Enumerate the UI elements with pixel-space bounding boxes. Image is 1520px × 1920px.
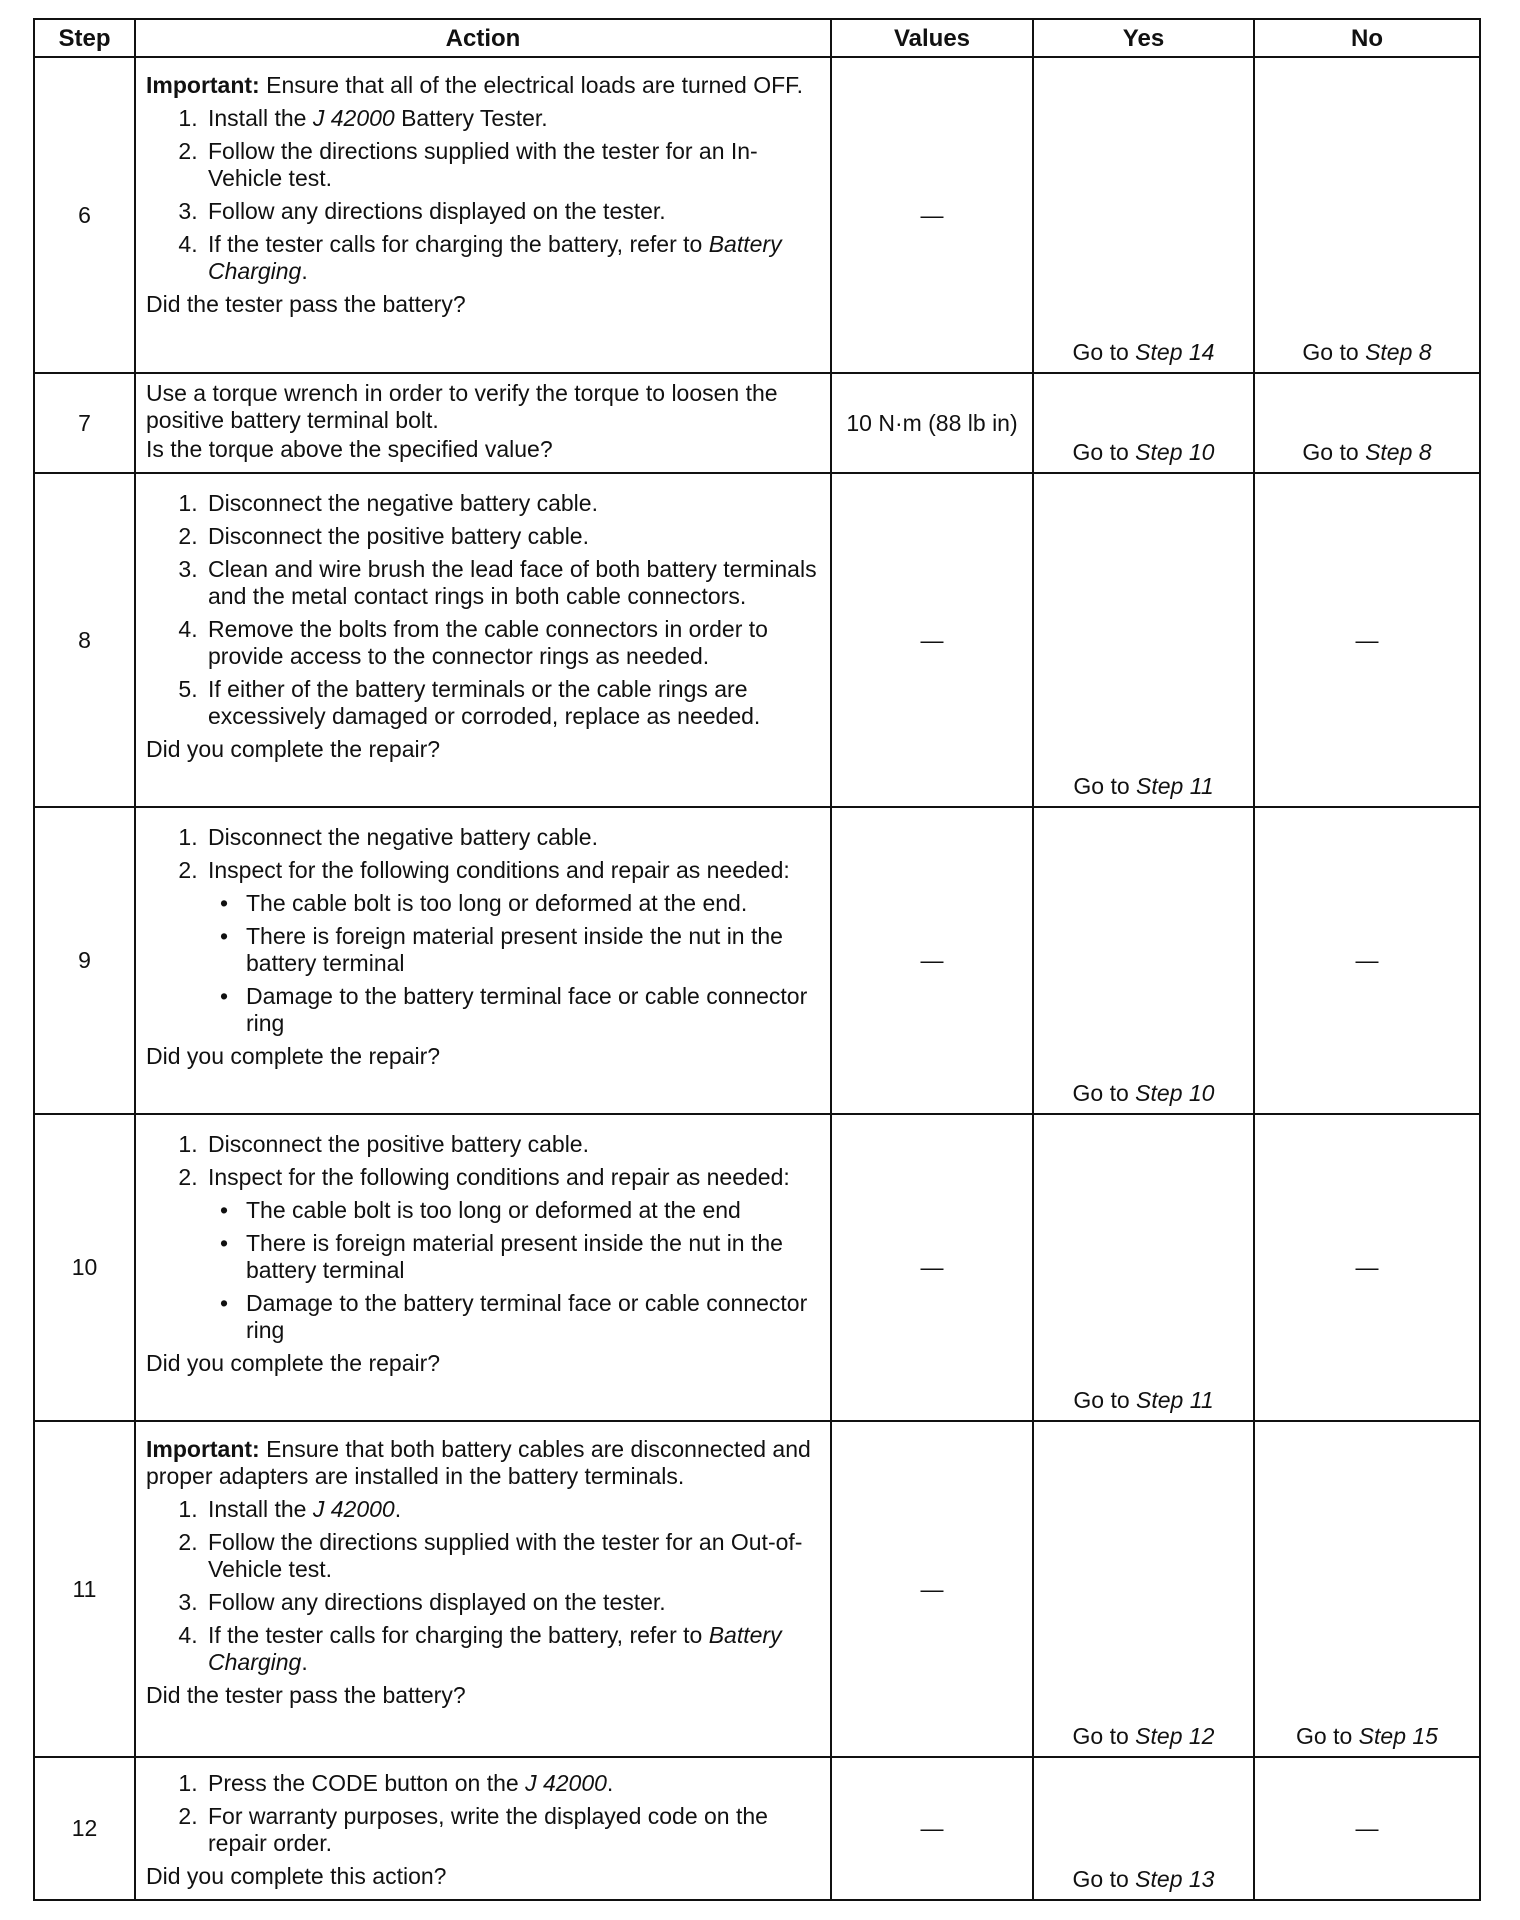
list-item [204,1589,822,1616]
item-text: Disconnect the positive battery cable. [208,523,589,549]
bullet-item [220,1290,822,1344]
action-cell [135,473,831,807]
bullet-item [220,1230,822,1284]
go-to-text: Go to [1072,1723,1129,1749]
action-cell [135,1114,831,1421]
item-text: . [606,1770,614,1796]
important-label: Important: [146,1436,260,1462]
action-cell [135,57,831,373]
list-item [204,1131,822,1158]
yes-cell [1033,373,1254,473]
procedure-list [146,490,822,730]
table-row-step-9 [34,807,1480,1114]
values-cell: 10 N·m (88 lb in) [831,373,1033,473]
yes-cell [1033,1421,1254,1757]
item-text: Disconnect the negative battery cable. [208,824,598,850]
procedure-list [146,1496,822,1676]
step-number: 11 [34,1421,135,1757]
bullet-icon: • [220,1230,229,1256]
no-cell: — [1254,807,1480,1114]
no-cell: — [1254,1757,1480,1900]
step-number: 9 [34,807,135,1114]
list-item [204,1529,822,1583]
action-cell [135,373,831,473]
values-cell: — [831,1114,1033,1421]
list-item [204,1622,822,1676]
bullet-text: Damage to the battery terminal face or cable connector ring [246,1290,808,1343]
table-row-step-8 [34,473,1480,807]
item-text: Press the CODE button on the [208,1770,526,1796]
procedure-list [146,824,822,1037]
list-item [204,824,822,851]
question-text: Did you complete the repair? [146,1350,441,1376]
action-cell [135,1757,831,1900]
go-to-text: Go to [1072,339,1129,365]
no-step-link[interactable]: Step 8 [1365,339,1432,365]
bullet-text: The cable bolt is too long or deformed at the end [246,1197,741,1223]
item-text: Clean and wire brush the lead face of both battery terminals and the metal contact rings in both cable connectors. [208,556,817,609]
item-text: Battery Tester. [394,105,548,131]
bullet-item [220,983,822,1037]
step-number: 10 [34,1114,135,1421]
list-item [204,1803,822,1857]
no-step-link[interactable]: Step 8 [1365,439,1432,465]
bullet-icon: • [220,923,229,949]
step-number: 7 [34,373,135,473]
item-text: Disconnect the positive battery cable. [208,1131,589,1157]
question-text: Did the tester pass the battery? [146,291,466,317]
item-text: Follow any directions displayed on the tester. [208,1589,666,1615]
header-row [34,19,1480,57]
bullet-item [220,1197,822,1224]
list-item [204,1770,822,1797]
list-item [204,105,822,132]
header-yes: Yes [1033,19,1254,57]
step-number: 6 [34,57,135,373]
bullet-text: There is foreign material present inside the nut in the battery terminal [246,1230,783,1283]
values-cell: — [831,57,1033,373]
yes-step-link[interactable]: Step 11 [1136,1387,1214,1413]
important-note [146,72,822,99]
table-row-step-10 [34,1114,1480,1421]
item-text: Install the [208,1496,313,1522]
important-label: Important: [146,72,260,98]
item-text: Follow the directions supplied with the tester for an In-Vehicle test. [208,138,758,191]
question-text: Did the tester pass the battery? [146,1682,466,1708]
values-cell: — [831,1421,1033,1757]
question-text: Did you complete this action? [146,1863,447,1889]
condition-list [208,1197,822,1344]
go-to-text: Go to [1302,439,1359,465]
yes-step-link[interactable]: Step 13 [1135,1866,1215,1892]
item-text: Follow any directions displayed on the tester. [208,198,666,224]
question-text: Did you complete the repair? [146,1043,441,1069]
bullet-icon: • [220,1197,229,1223]
step-number: 12 [34,1757,135,1900]
go-to-text: Go to [1072,1080,1129,1106]
bullet-icon: • [220,890,229,916]
list-item [204,1496,822,1523]
table-row-step-12 [34,1757,1480,1900]
procedure-list [146,1770,822,1857]
item-text: Follow the directions supplied with the tester for an Out-of-Vehicle test. [208,1529,803,1582]
yes-cell [1033,807,1254,1114]
list-item [204,556,822,610]
list-item [204,490,822,517]
item-text: Inspect for the following conditions and repair as needed: [208,857,790,883]
no-cell [1254,57,1480,373]
item-text: Inspect for the following conditions and repair as needed: [208,1164,790,1190]
list-item [204,523,822,550]
yes-cell [1033,57,1254,373]
bullet-icon: • [220,983,229,1009]
yes-cell [1033,473,1254,807]
list-item [204,676,822,730]
yes-cell [1033,1757,1254,1900]
bullet-text: The cable bolt is too long or deformed at the end. [246,890,748,916]
important-note [146,1436,822,1490]
tool-reference: J 42000 [525,1770,607,1796]
yes-step-link[interactable]: Step 14 [1135,339,1215,365]
yes-cell [1033,1114,1254,1421]
list-item [204,1164,822,1344]
table-row-step-7 [34,373,1480,473]
list-item [204,198,822,225]
diagnostic-table [33,18,1481,1901]
list-item [204,616,822,670]
bullet-text: Damage to the battery terminal face or cable connector ring [246,983,808,1036]
item-text: . [394,1496,402,1522]
yes-step-link[interactable]: Step 12 [1135,1723,1215,1749]
item-text: If the tester calls for charging the battery, refer to [208,1622,709,1648]
go-to-text: Go to [1296,1723,1353,1749]
no-cell: — [1254,473,1480,807]
item-text: Install the [208,105,313,131]
item-text: If either of the battery terminals or the cable rings are excessively damaged or corroded, replace as needed. [208,676,761,729]
procedure-list [146,105,822,285]
procedure-reference: Battery Charging [208,231,782,284]
go-to-text: Go to [1302,339,1359,365]
no-step-link[interactable]: Step 15 [1358,1723,1438,1749]
values-cell: — [831,473,1033,807]
go-to-text: Go to [1072,1866,1129,1892]
condition-list [208,890,822,1037]
go-to-text: Go to [1072,439,1129,465]
bullet-text: There is foreign material present inside the nut in the battery terminal [246,923,783,976]
values-cell: — [831,1757,1033,1900]
list-item [204,857,822,1037]
procedure-list [146,1131,822,1344]
go-to-text: Go to [1073,1387,1130,1413]
important-text: Ensure that all of the electrical loads are turned OFF. [266,72,804,98]
bullet-icon: • [220,1290,229,1316]
table-row-step-6 [34,57,1480,373]
action-text: Use a torque wrench in order to verify the torque to loosen the positive battery terminal bolt. [146,380,778,433]
item-text: . [301,1649,308,1675]
procedure-reference: Battery Charging [208,1622,782,1675]
go-to-text: Go to [1073,773,1130,799]
important-text: Ensure that both battery cables are disconnected and proper adapters are installed in the battery terminals. [146,1436,811,1489]
item-text: . [301,258,308,284]
no-cell [1254,1421,1480,1757]
header-no: No [1254,19,1480,57]
header-values: Values [831,19,1033,57]
header-action: Action [135,19,831,57]
question-text: Is the torque above the specified value? [146,436,553,462]
yes-step-link[interactable]: Step 11 [1136,773,1214,799]
bullet-item [220,923,822,977]
yes-step-link[interactable]: Step 10 [1135,1080,1215,1106]
values-cell: — [831,807,1033,1114]
question-text: Did you complete the repair? [146,736,441,762]
item-text: Disconnect the negative battery cable. [208,490,598,516]
header-step: Step [34,19,135,57]
item-text: Remove the bolts from the cable connectors in order to provide access to the connector rings as needed. [208,616,768,669]
tool-reference: J 42000 [312,105,395,131]
tool-reference: J 42000 [312,1496,395,1522]
list-item [204,231,822,285]
action-cell [135,1421,831,1757]
action-cell [135,807,831,1114]
no-cell [1254,373,1480,473]
item-text: For warranty purposes, write the displayed code on the repair order. [208,1803,768,1856]
table-row-step-11 [34,1421,1480,1757]
list-item [204,138,822,192]
step-number: 8 [34,473,135,807]
no-cell: — [1254,1114,1480,1421]
bullet-item [220,890,822,917]
yes-step-link[interactable]: Step 10 [1135,439,1215,465]
item-text: If the tester calls for charging the battery, refer to [208,231,709,257]
